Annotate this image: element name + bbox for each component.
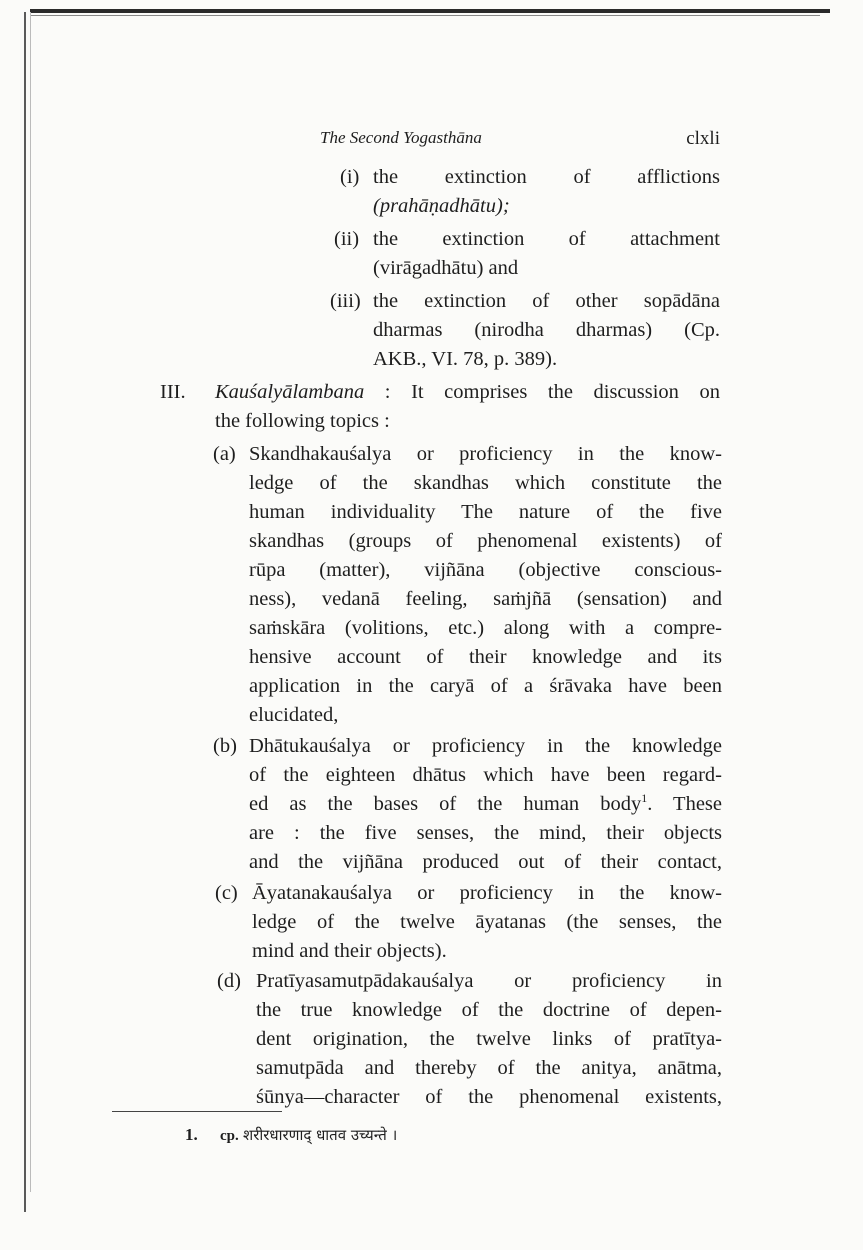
footnote-rule [112, 1111, 282, 1112]
topic-a-line: hensive account of their knowledge and its [249, 646, 722, 668]
topic-d-line: dent origination, the twelve links of pratītya- [256, 1028, 722, 1050]
footnote-cp: cp. [220, 1128, 239, 1144]
topic-a-line: human individuality The nature of the five [249, 501, 722, 523]
list-item-iii-line3: AKB., VI. 78, p. 389). [373, 348, 558, 370]
page-left-edge-shadow [30, 12, 31, 1192]
topic-d-paragraph [256, 967, 722, 1112]
topic-a-line: application in the caryā of a śrāvaka have been [249, 675, 722, 697]
list-marker-i: (i) [340, 166, 360, 188]
footnote [185, 1123, 397, 1148]
list-item-iii-line2: dharmas (nirodha dharmas) (Cp. [373, 319, 720, 341]
topic-c-line: Āyatanakauśalya or proficiency in the know- [252, 882, 722, 904]
topic-b-paragraph [249, 732, 722, 877]
list-item-i-line: the extinction of afflictions [373, 166, 720, 188]
list-item-i-term: (prahāṇadhātu); [373, 195, 510, 217]
topic-b-line3-text: ed as the bases of the human body [249, 793, 642, 815]
page-number: clxli [686, 128, 720, 149]
footnote-sanskrit: शरीरधारणाद् धातव उच्यन्ते । [243, 1126, 398, 1144]
list-marker-ii: (ii) [334, 228, 360, 250]
topic-b-line: of the eighteen dhātus which have been regard- [249, 764, 722, 786]
list-item-ii-term: (virāgadhātu) and [373, 257, 519, 279]
topic-b-line: and the vijñāna produced out of their contact, [249, 851, 722, 873]
topic-b-line3-tail: . These [647, 793, 722, 815]
topic-d-line: the true knowledge of the doctrine of depen- [256, 999, 722, 1021]
list-item-iii-line1: the extinction of other sopādāna [373, 290, 720, 312]
topic-marker-d: (d) [217, 970, 241, 992]
topic-a-line: saṁskāra (volitions, etc.) along with a compre- [249, 617, 722, 639]
list-item-i [373, 163, 720, 221]
section-numeral: III. [160, 381, 186, 403]
running-title: The Second Yogasthāna [320, 128, 482, 147]
topic-b-line: Dhātukauśalya or proficiency in the knowledge [249, 735, 722, 757]
topic-marker-c: (c) [215, 882, 238, 904]
list-item-ii [373, 225, 720, 283]
section-three-intro [215, 378, 720, 407]
page-top-rule [30, 9, 830, 13]
topic-a-line: Skandhakauśalya or proficiency in the know- [249, 443, 722, 465]
section-three-intro-line1 [215, 378, 720, 407]
topic-a-paragraph [249, 440, 722, 730]
page-header [320, 128, 720, 154]
topic-c-paragraph [252, 879, 722, 966]
topic-d-line: śūnya—character of the phenomenal existents, [256, 1086, 722, 1108]
section-three-intro-line2: the following topics : [215, 410, 390, 432]
topic-a-line: ness), vedanā feeling, saṁjñā (sensation) and [249, 588, 722, 610]
topic-b-line3 [249, 790, 722, 819]
section-title: Kauśalyālambana [215, 381, 365, 403]
page-top-rule-thin [30, 15, 820, 16]
topic-a-line: ledge of the skandhas which constitute the [249, 472, 722, 494]
footnote-text [220, 1125, 397, 1144]
page-left-edge [24, 12, 26, 1212]
topic-a-line: elucidated, [249, 704, 339, 726]
topic-marker-b: (b) [213, 735, 237, 757]
topic-d-line: samutpāda and thereby of the anitya, anātma, [256, 1057, 722, 1079]
topic-a-line: rūpa (matter), vijñāna (objective conscious- [249, 559, 722, 581]
list-marker-iii: (iii) [330, 290, 361, 312]
topic-marker-a: (a) [213, 443, 236, 465]
topic-d-line: Pratīyasamutpādakauśalya or proficiency in [256, 970, 722, 992]
footnote-number: 1. [185, 1125, 198, 1144]
topic-b-line: are : the five senses, the mind, their objects [249, 822, 722, 844]
topic-a-line: skandhas (groups of phenomenal existents) of [249, 530, 722, 552]
list-item-ii-line: the extinction of attachment [373, 228, 720, 250]
section-intro-text: : It comprises the discussion on [384, 381, 721, 403]
topic-c-line: mind and their objects). [252, 940, 447, 962]
topic-c-line: ledge of the twelve āyatanas (the senses, the [252, 911, 722, 933]
footnote-ref: 1 [641, 791, 648, 806]
list-item-iii [373, 287, 720, 374]
